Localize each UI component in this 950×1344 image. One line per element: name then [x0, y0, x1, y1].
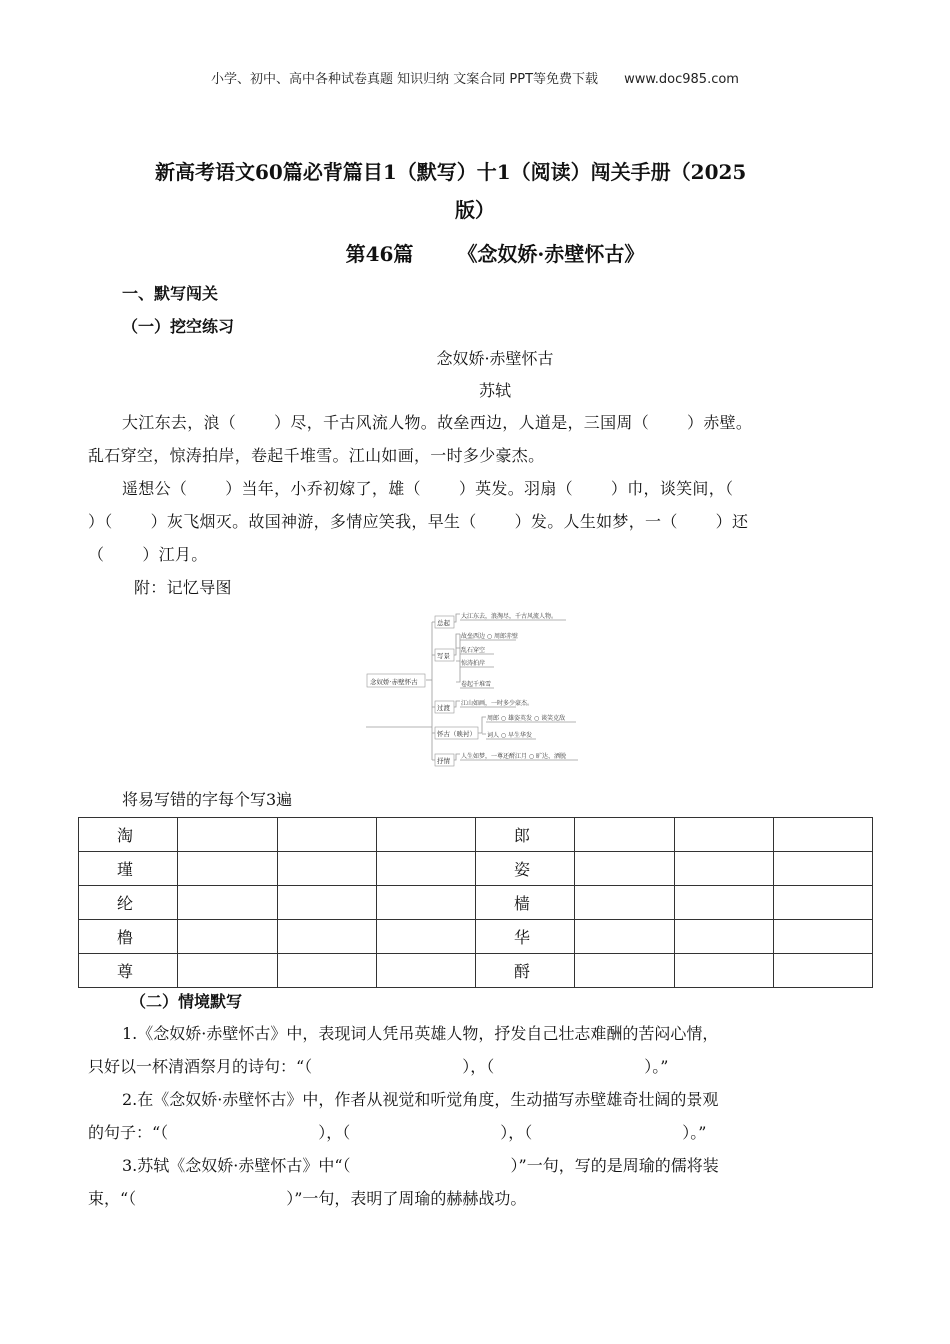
practice-cell[interactable]	[575, 818, 674, 852]
poem-line-3	[122, 476, 733, 499]
table-row	[79, 920, 873, 954]
practice-cell[interactable]	[674, 818, 773, 852]
document-title-line1: 新高考语文60篇必背篇目1（默写）十1（阅读）闯关手册（2025	[155, 160, 747, 184]
practice-cell[interactable]	[376, 852, 475, 886]
poem-text: 大江东去，浪（	[122, 413, 237, 432]
poem-line-1	[122, 410, 752, 433]
table-caption: 将易写错的字每个写3遍	[122, 790, 293, 809]
mindmap-branch: 怀古（映衬）	[437, 730, 476, 738]
poem-text: ）灰飞烟灭。故国神游，多情应笑我，早生（	[150, 512, 477, 531]
char-cell: 樯	[476, 886, 575, 920]
practice-cell[interactable]	[277, 886, 376, 920]
practice-cell[interactable]	[674, 852, 773, 886]
q-text: 束，“（	[88, 1189, 137, 1208]
poem-text: ）巾，谈笑间，（	[610, 479, 734, 498]
poem-text: 乱石穿空，惊涛拍岸，卷起千堆雪。江山如画，一时多少豪杰。	[88, 446, 545, 465]
char-cell: 华	[476, 920, 575, 954]
chapter-title	[0, 238, 950, 267]
practice-cell[interactable]	[773, 886, 872, 920]
poem-author: 苏轼	[478, 381, 511, 400]
char-cell: 瑾	[79, 852, 178, 886]
q-text: 只好以一杯清酒祭月的诗句：“（	[88, 1057, 313, 1076]
mindmap-leaf: 惊涛拍岸	[461, 660, 486, 667]
practice-cell[interactable]	[277, 920, 376, 954]
poem-text: ）发。人生如梦，一（	[514, 512, 678, 531]
section1-heading: 一、默写闯关	[122, 284, 219, 303]
mindmap-leaf: 故垒西边 ○ 周郎赤壁	[461, 633, 519, 640]
q-text: ）。”	[644, 1057, 669, 1076]
practice-cell[interactable]	[178, 818, 277, 852]
document-title-line2: 版）	[455, 198, 495, 222]
page-header	[0, 68, 950, 87]
practice-cell[interactable]	[277, 852, 376, 886]
practice-cell[interactable]	[674, 954, 773, 988]
char-cell: 姿	[476, 852, 575, 886]
table-row	[79, 852, 873, 886]
practice-cell[interactable]	[376, 886, 475, 920]
practice-cell[interactable]	[277, 818, 376, 852]
chapter-name: 《念奴娇·赤壁怀古》	[457, 242, 645, 266]
poem-text: ）英发。羽扇（	[458, 479, 573, 498]
q-text: ），（	[462, 1057, 495, 1076]
q-text: ），（	[500, 1123, 533, 1142]
practice-cell[interactable]	[773, 954, 872, 988]
mindmap-leaf: 词人 ○ 早生华发	[487, 732, 533, 739]
practice-cell[interactable]	[178, 852, 277, 886]
question-2-line2	[88, 1120, 706, 1143]
char-cell: 尊	[79, 954, 178, 988]
practice-cell[interactable]	[773, 920, 872, 954]
char-cell: 酹	[476, 954, 575, 988]
poem-line-5	[88, 542, 208, 565]
question-3-line1	[122, 1153, 719, 1176]
practice-cell[interactable]	[575, 954, 674, 988]
poem-text: 遥想公（	[122, 479, 188, 498]
practice-cell[interactable]	[178, 954, 277, 988]
table-row	[79, 818, 873, 852]
practice-cell[interactable]	[178, 920, 277, 954]
mindmap-branch: 写景	[437, 652, 450, 660]
char-cell: 淘	[79, 818, 178, 852]
table-row	[79, 886, 873, 920]
chapter-number: 第46篇	[345, 242, 414, 266]
mindmap-root: 念奴娇·赤壁怀古	[370, 678, 418, 686]
practice-cell[interactable]	[376, 818, 475, 852]
appendix-label: 附：记忆导图	[134, 578, 232, 597]
mindmap-leaf: 乱石穿空	[461, 647, 486, 654]
practice-cell[interactable]	[674, 920, 773, 954]
poem-text: ）（	[88, 512, 113, 531]
mind-map	[366, 604, 582, 770]
poem-text: ）还	[715, 512, 749, 531]
mindmap-leaf: 卷起千堆雪	[461, 681, 492, 688]
practice-cell[interactable]	[773, 852, 872, 886]
q-text: ）。”	[682, 1123, 707, 1142]
table-row	[79, 954, 873, 988]
practice-cell[interactable]	[277, 954, 376, 988]
practice-cell[interactable]	[178, 886, 277, 920]
practice-cell[interactable]	[575, 852, 674, 886]
poem-text: （	[88, 545, 105, 564]
practice-cell[interactable]	[575, 886, 674, 920]
mindmap-leaf: 江山如画，一时多少豪杰。	[461, 700, 534, 707]
q-text: ）”一句，表明了周瑜的赫赫战功。	[286, 1189, 527, 1208]
q-text: 3.苏轼《念奴娇·赤壁怀古》中“（	[122, 1156, 351, 1175]
mindmap-branch: 抒情	[437, 757, 450, 765]
header-site-link[interactable]: www.doc985.com	[624, 72, 739, 87]
question-2-line1: 2.在《念奴娇·赤壁怀古》中，作者从视觉和听觉角度，生动描写赤壁雄奇壮阔的景观	[122, 1090, 719, 1109]
header-text: 小学、初中、高中各种试卷真题 知识归纳 文案合同 PPT等免费下载	[211, 72, 599, 87]
poem-text: ）尽，千古风流人物。故垒西边，人道是，三国周（	[274, 413, 650, 432]
practice-cell[interactable]	[773, 818, 872, 852]
mindmap-leaf: 人生如梦，一尊还酹江月 ○ 旷达、洒脱	[461, 753, 567, 760]
question-1-line2	[88, 1054, 668, 1077]
q-text: ），（	[318, 1123, 351, 1142]
poem-text: ）当年，小乔初嫁了，雄（	[225, 479, 421, 498]
section2-heading: （二）情境默写	[130, 992, 243, 1011]
mindmap-leaf: 大江东去，浪淘尽，千古风流人物。	[461, 613, 558, 620]
poem-text: ）江月。	[142, 545, 208, 564]
poem-text: ）赤壁。	[687, 413, 753, 432]
q-text: ）”一句，写的是周瑜的儒将装	[510, 1156, 719, 1175]
mindmap-branch: 总起	[437, 619, 450, 627]
mindmap-leaf: 周郎 ○ 雄姿英发 ○ 谈笑克敌	[487, 715, 566, 722]
practice-cell[interactable]	[376, 920, 475, 954]
mindmap-branch: 过渡	[437, 704, 450, 712]
mind-map-svg	[366, 604, 582, 770]
question-3-line2	[88, 1186, 526, 1209]
char-cell: 橹	[79, 920, 178, 954]
practice-cell[interactable]	[575, 920, 674, 954]
practice-cell[interactable]	[376, 954, 475, 988]
poem-line-2	[88, 443, 544, 466]
char-cell: 郎	[476, 818, 575, 852]
char-cell: 纶	[79, 886, 178, 920]
practice-cell[interactable]	[674, 886, 773, 920]
char-practice-table	[78, 817, 873, 988]
poem-line-4	[88, 509, 748, 532]
poem-title: 念奴娇·赤壁怀古	[436, 349, 554, 368]
section1-subheading: （一）挖空练习	[122, 317, 235, 336]
question-1-line1: 1.《念奴娇·赤壁怀古》中，表现词人凭吊英雄人物，抒发自己壮志难酬的苦闷心情，	[122, 1024, 719, 1043]
q-text: 的句子：“（	[88, 1123, 169, 1142]
